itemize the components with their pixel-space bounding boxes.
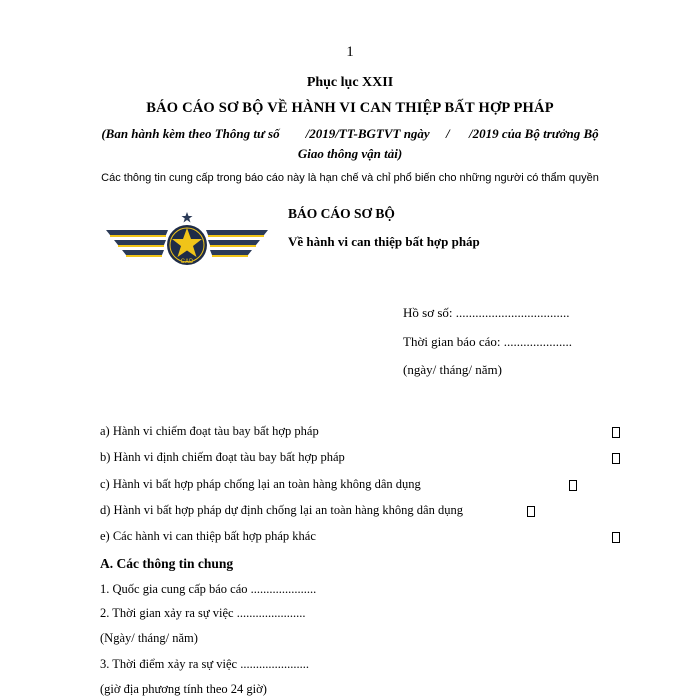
question-3[interactable]: 3. Thời điểm xảy ra sự việc ...................... (100, 657, 309, 671)
question-2[interactable]: 2. Thời gian xảy ra sự việc ...................... (100, 606, 306, 620)
option-b: b) Hành vi định chiếm đoạt tàu bay bất hợp pháp (100, 450, 345, 464)
question-2-hint: (Ngày/ tháng/ năm) (100, 631, 198, 645)
emblem-text: CAD (180, 259, 194, 265)
option-c-checkbox[interactable] (569, 480, 577, 491)
question-3-hint: (giờ địa phương tính theo 24 giờ) (100, 682, 267, 696)
report-time-field[interactable]: Thời gian báo cáo: ..................... (403, 334, 572, 349)
option-d: d) Hành vi bất hợp pháp dự định chống lại an toàn hàng không dân dụng (100, 503, 463, 517)
question-1[interactable]: 1. Quốc gia cung cấp báo cáo ..................... (100, 582, 317, 596)
option-e-checkbox[interactable] (612, 532, 620, 543)
option-e: e) Các hành vi can thiệp bất hợp pháp khác (100, 529, 316, 543)
file-number-field[interactable]: Hồ sơ số: ................................... (403, 305, 570, 320)
report-subtitle: Về hành vi can thiệp bất hợp pháp (288, 234, 480, 249)
option-a-checkbox[interactable] (612, 427, 620, 438)
section-a-heading: A. Các thông tin chung (100, 556, 234, 571)
subtitle-line-1: (Ban hành kèm theo Thông tư số /2019/TT-BGTVT ngày / /2019 của Bộ trưởng Bộ (101, 126, 599, 141)
option-c: c) Hành vi bất hợp pháp chống lại an toàn hàng không dân dụng (100, 477, 421, 491)
option-d-checkbox[interactable] (527, 506, 535, 517)
aviation-emblem-icon (106, 212, 268, 272)
document-title: BÁO CÁO SƠ BỘ VỀ HÀNH VI CAN THIỆP BẤT HỢP PHÁP (146, 100, 554, 116)
page-number: 1 (346, 44, 354, 60)
option-a: a) Hành vi chiếm đoạt tàu bay bất hợp pháp (100, 424, 319, 438)
option-b-checkbox[interactable] (612, 453, 620, 464)
subtitle-line-2: Giao thông vận tải) (297, 146, 403, 161)
confidentiality-notice: Các thông tin cung cấp trong báo cáo này là hạn chế và chỉ phổ biến cho những người có thẩm quyền (101, 172, 599, 184)
report-title: BÁO CÁO SƠ BỘ (288, 206, 395, 221)
date-format-hint: (ngày/ tháng/ năm) (403, 362, 502, 377)
appendix-label: Phục lục XXII (306, 75, 394, 90)
